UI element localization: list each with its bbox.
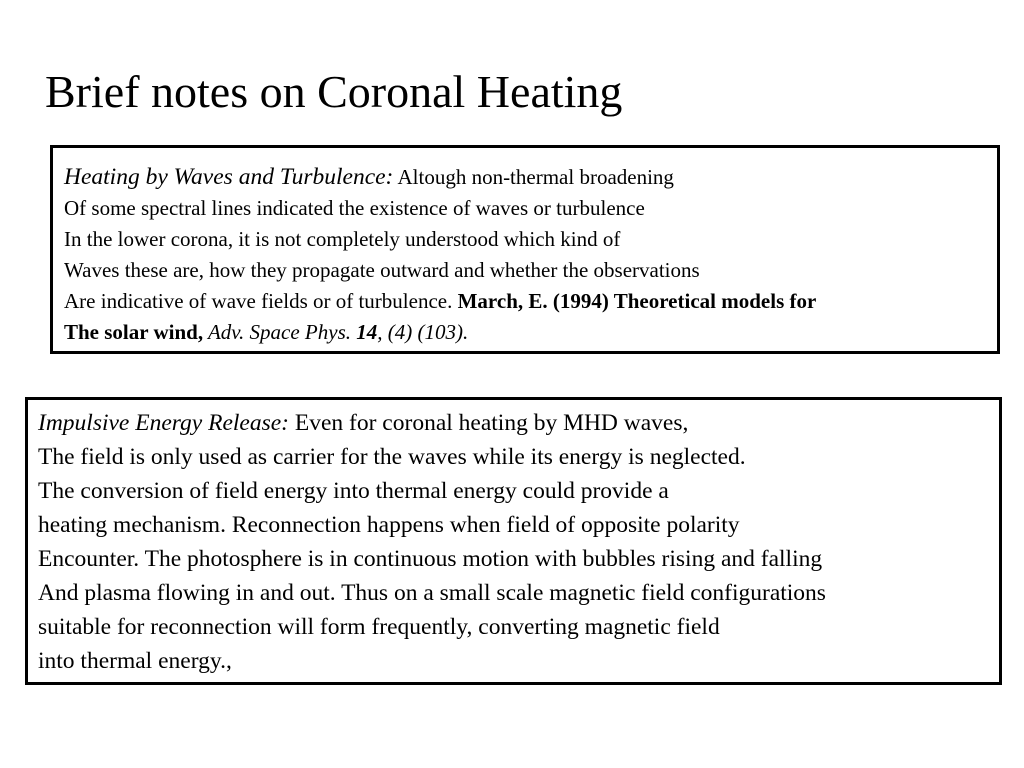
box1-line-2: Of some spectral lines indicated the existence of waves or turbulence bbox=[64, 196, 645, 220]
box1-line-3: In the lower corona, it is not completely understood which kind of bbox=[64, 227, 621, 251]
box2-line-1 bbox=[38, 406, 999, 440]
box2-line-7: suitable for reconnection will form frequently, converting magnetic field bbox=[38, 614, 720, 640]
box1-heading: Heating by Waves and Turbulence: bbox=[64, 164, 394, 190]
box1-line-6 bbox=[64, 317, 997, 348]
box1-reference-journal: Adv. Space Phys. bbox=[203, 320, 357, 344]
box1-line-4: Waves these are, how they propagate outward and whether the observations bbox=[64, 258, 700, 282]
box2-line-5: Encounter. The photosphere is in continuous motion with bubbles rising and falling bbox=[38, 546, 823, 572]
box1-line-1 bbox=[64, 162, 997, 193]
impulsive-energy-box bbox=[25, 397, 1002, 685]
box2-heading: Impulsive Energy Release: bbox=[38, 410, 289, 436]
box1-reference-issue: , (4) (103). bbox=[377, 320, 469, 344]
slide-title: Brief notes on Coronal Heating bbox=[45, 66, 623, 117]
box1-line-5-text: Are indicative of wave fields or of turbulence. bbox=[64, 289, 458, 313]
box1-reference-title: The solar wind, bbox=[64, 320, 204, 344]
box1-line-1-text: Altough non-thermal broadening bbox=[393, 165, 674, 189]
box1-reference-author: March, E. (1994) Theoretical models for bbox=[457, 289, 817, 313]
box2-line-4: heating mechanism. Reconnection happens when field of opposite polarity bbox=[38, 512, 740, 538]
box2-line-3: The conversion of field energy into thermal energy could provide a bbox=[38, 478, 669, 504]
box1-line-5 bbox=[64, 286, 997, 317]
box1-reference-volume: 14 bbox=[356, 320, 378, 344]
box2-line-1-text: Even for coronal heating by MHD waves, bbox=[289, 410, 689, 436]
box2-line-2: The field is only used as carrier for the waves while its energy is neglected. bbox=[38, 444, 746, 470]
box2-line-6: And plasma flowing in and out. Thus on a small scale magnetic field configurations bbox=[38, 580, 826, 606]
box2-line-8: into thermal energy., bbox=[38, 648, 232, 674]
waves-turbulence-box bbox=[50, 145, 1000, 354]
